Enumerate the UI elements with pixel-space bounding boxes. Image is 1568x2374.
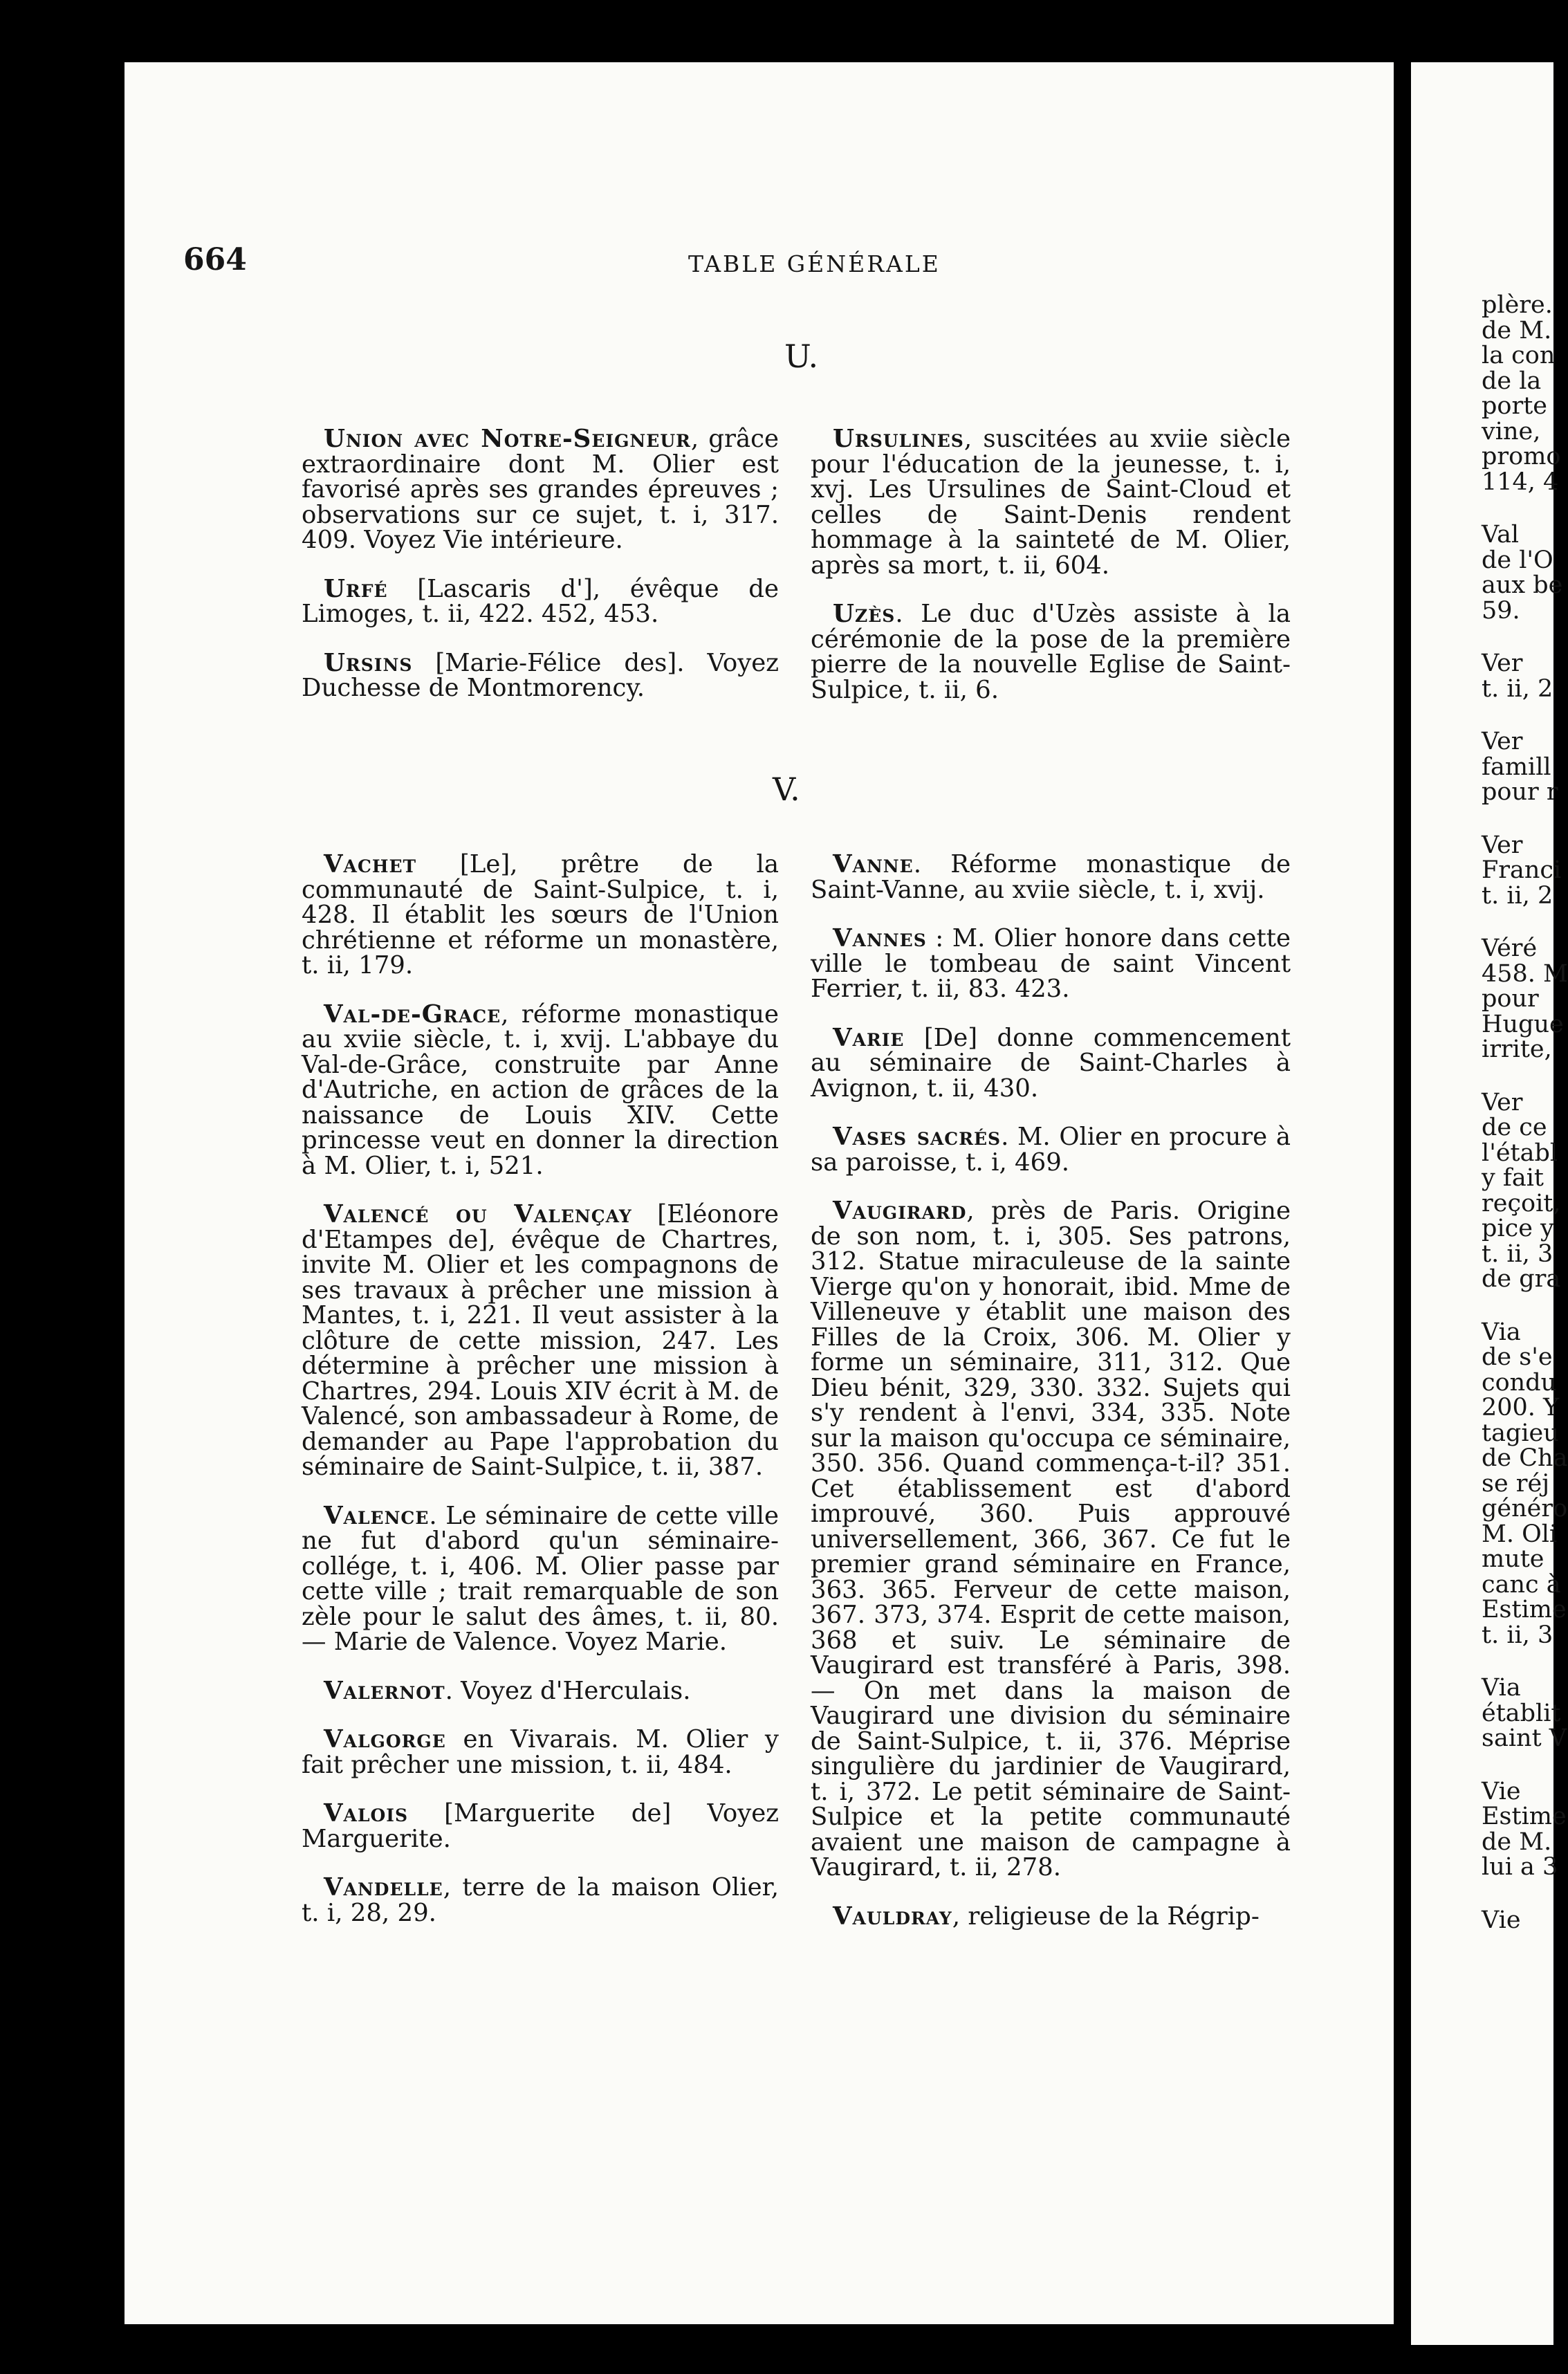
adjacent-page-line: de M. (1482, 1828, 1552, 1856)
adjacent-page-line (1482, 1062, 1553, 1090)
adjacent-page-line (1482, 805, 1553, 833)
adjacent-page-line: 59. (1482, 596, 1520, 625)
adjacent-page-line: se réj (1482, 1469, 1550, 1498)
adjacent-page-line: mute (1482, 1545, 1544, 1573)
section-v-left-column (302, 852, 779, 1949)
adjacent-page-line: Vie (1482, 1777, 1521, 1805)
adjacent-page-line: famill (1482, 753, 1551, 781)
entry-text: en Vivarais. M. Olier y fait prêcher une mission, t. ii, 484. (302, 1725, 779, 1779)
section-letter-v: V. (773, 771, 800, 808)
entry-text: [Marguerite de] Voyez Marguerite. (302, 1799, 779, 1853)
adjacent-page-line: pice y (1482, 1215, 1554, 1242)
index-entry (302, 1202, 779, 1480)
adjacent-page-line: aux be (1482, 571, 1563, 599)
adjacent-page-line: Franci (1482, 856, 1562, 884)
adjacent-page-line (1482, 1648, 1553, 1675)
index-entry (302, 1501, 779, 1656)
entry-headword: Vauldray (833, 1902, 952, 1931)
entry-headword: Vaugirard (833, 1197, 967, 1225)
adjacent-page-line (1482, 1880, 1553, 1908)
adjacent-page-line: 200. Y (1482, 1394, 1560, 1421)
index-entry (302, 1727, 779, 1778)
entry-headword: Vases sacrés (833, 1123, 1002, 1151)
adjacent-page-line (1482, 1751, 1553, 1779)
entry-text: . Le duc d'Uzès assiste à la cérémonie de la pose de la première pierre de la nouvelle Eglise de Saint-Sulpice, t. ii, 6. (811, 600, 1291, 704)
entry-headword: Valois (324, 1799, 409, 1828)
adjacent-page-line: Ver (1482, 728, 1523, 755)
adjacent-page-line: établit (1482, 1699, 1561, 1727)
entry-text: . Réforme monastique de Saint-Vanne, au xviie siècle, t. i, xvij. (811, 850, 1291, 904)
entry-headword: Uzès (833, 600, 896, 628)
adjacent-page-line: plère. (1482, 291, 1553, 319)
adjacent-page-line: Ver (1482, 1088, 1523, 1116)
adjacent-page-line: de l'O (1482, 546, 1553, 574)
entry-text: . Le séminaire de cette ville ne fut d'abord qu'un séminaire-collége, t. i, 406. M. Olier passe par cette ville ; trait remarquable de son zèle pour le salut des âmes, t. ii, 80. — Marie de Valence. Voyez Marie. (302, 1501, 779, 1656)
adjacent-page-line (1482, 623, 1553, 651)
adjacent-page-line: l'établ (1482, 1139, 1558, 1167)
entry-text: , terre de la maison Olier, t. i, 28, 29. (302, 1873, 779, 1927)
adjacent-page-line: de Cha (1482, 1444, 1568, 1472)
adjacent-page-line: Vie (1482, 1906, 1521, 1934)
section-u-right-column (811, 427, 1291, 726)
index-entry (302, 852, 779, 979)
adjacent-page-line (1482, 495, 1553, 522)
page-number: 664 (183, 242, 247, 277)
entry-headword: Varie (833, 1023, 905, 1052)
adjacent-page-line: t. ii, 3 (1482, 1240, 1553, 1268)
entry-headword: Valernot (324, 1676, 445, 1705)
entry-headword: Val-de-Grace (324, 1000, 501, 1029)
index-entry (302, 1875, 779, 1926)
entry-headword: Ursulines (833, 425, 964, 453)
adjacent-page-line: t. ii, 3 (1482, 1621, 1553, 1649)
entry-text: : M. Olier honore dans cette ville le tombeau de saint Vincent Ferrier, t. ii, 83. 423. (811, 924, 1291, 1003)
adjacent-page-line (1482, 701, 1553, 729)
adjacent-page-line: irrite, (1482, 1036, 1552, 1063)
adjacent-page-line (1482, 908, 1553, 936)
index-entry (811, 1199, 1291, 1881)
entry-text: , réforme monastique au xviie siècle, t. i, xvij. L'abbaye du Val-de-Grâce, construite par Anne d'Autriche, en action de grâces de la naissance de Louis XIV. Cette princesse veut en donner la direction à M. Olier, t. i, 521. (302, 1000, 779, 1180)
adjacent-page-line: tagieu (1482, 1419, 1559, 1447)
adjacent-page-line: reçoit, (1482, 1189, 1561, 1217)
adjacent-page-line (1482, 1292, 1553, 1320)
adjacent-page-line: de gra (1482, 1265, 1561, 1293)
adjacent-page-line: saint V (1482, 1724, 1567, 1752)
index-entry (811, 1125, 1291, 1175)
entry-headword: Vandelle (324, 1873, 443, 1902)
adjacent-page-text-fragment (1482, 291, 1568, 1934)
entry-text: , grâce extraordinaire dont M. Olier est favorisé après ses grandes épreuves ; observations sur ce sujet, t. i, 317. 409. Voyez Vie intérieure. (302, 425, 779, 554)
entry-text: [Marie-Félice des]. Voyez Duchesse de Montmorency. (302, 648, 779, 702)
index-entry (811, 602, 1291, 703)
adjacent-page-line: pour r (1482, 778, 1558, 806)
adjacent-page-line: condu (1482, 1368, 1557, 1397)
section-letter-u: U. (784, 338, 819, 375)
entry-headword: Vanne (833, 850, 914, 878)
adjacent-page-line: pour (1482, 985, 1539, 1013)
entry-text: [Le], prêtre de la communauté de Saint-Sulpice, t. i, 428. Il établit les sœurs de l'Union chrétienne et réforme un monastère, t. ii, 179. (302, 850, 779, 979)
adjacent-page-line: 458. M (1482, 959, 1568, 988)
entry-text: [Lascaris d'], évêque de Limoges, t. ii, 422. 452, 453. (302, 574, 779, 628)
adjacent-page-line: Hugue (1482, 1010, 1564, 1038)
adjacent-page-line: porte (1482, 392, 1547, 420)
adjacent-page-line: la con (1482, 342, 1556, 369)
index-entry (302, 574, 779, 628)
adjacent-page-line: généro (1482, 1495, 1568, 1522)
entry-headword: Valgorge (324, 1725, 446, 1754)
index-entry (811, 926, 1291, 1002)
section-v-right-column (811, 852, 1291, 1953)
index-entry (811, 1904, 1291, 1930)
adjacent-page-line: 114, 4 (1482, 468, 1559, 496)
adjacent-page-line: de s'e (1482, 1343, 1553, 1371)
adjacent-page-line: vine, (1482, 417, 1541, 445)
index-entry (302, 427, 779, 553)
adjacent-page-line: Via (1482, 1674, 1521, 1702)
adjacent-page-line: t. ii, 2 (1482, 674, 1553, 703)
entry-text: . Voyez d'Herculais. (445, 1676, 691, 1705)
adjacent-page-line: Val (1482, 521, 1520, 549)
adjacent-page-line: de ce (1482, 1114, 1547, 1141)
adjacent-page-line: Véré (1482, 935, 1538, 962)
index-entry (302, 1002, 779, 1179)
entry-text: , suscitées au xviie siècle pour l'éducation de la jeunesse, t. i, xvj. Les Ursulines de Saint-Cloud et celles de Saint-Denis rendent hommage à la sainteté de M. Olier, après sa mort, t. ii, 604. (811, 425, 1291, 580)
index-entry (811, 852, 1291, 903)
adjacent-page-line: promo (1482, 443, 1561, 470)
index-entry (302, 1801, 779, 1852)
adjacent-page-line: Estime (1482, 1803, 1567, 1830)
entry-text: , près de Paris. Origine de son nom, t. i, 305. Ses patrons, 312. Statue miraculeuse de la sainte Vierge qu'on y honorait, ibid. Mme de Villeneuve y établit une maison des Filles de la Croix, 306. M. Olier y forme un séminaire, 311, 312. Que Dieu bénit, 329, 330. 332. Sujets qui s'y rendent à l'envi, 334, 335. Note sur la maison qu'occupa ce séminaire, 350. 356. Quand commença-t-il? 351. Cet établissement est d'abord improuvé, 360. Puis approuvé universellement, 366, 367. Ce fut le premier grand séminaire en France, 363. 365. Ferveur de cette maison, 367. 373, 374. Esprit de cette maison, 368 et suiv. Le séminaire de Vaugirard est transféré à Paris, 398. — On met dans la maison de Vaugirard une division du séminaire de Saint-Sulpice, t. ii, 376. Méprise singulière du jardinier de Vaugirard, t. i, 372. Le petit séminaire de Saint-Sulpice et la petite communauté avaient une maison de campagne à Vaugirard, t. ii, 278. (811, 1197, 1291, 1881)
entry-headword: Valencé ou Valençay (324, 1200, 632, 1229)
adjacent-page-line: de la (1482, 367, 1542, 395)
running-title: TABLE GÉNÉRALE (688, 250, 941, 277)
adjacent-page-line: Via (1482, 1318, 1521, 1346)
adjacent-page-line: M. Oli (1482, 1520, 1558, 1548)
entry-text: [Eléonore d'Etampes de], évêque de Chartres, invite M. Olier et les compagnons de ses travaux à prêcher une mission à Mantes, t. i, 221. Il veut assister à la clôture de cette mission, 247. Les détermine à prêcher une mission à Chartres, 294. Louis XIV écrit à M. de Valencé, son ambassadeur à Rome, de demander au Pape l'approbation du séminaire de Saint-Sulpice, t. ii, 387. (302, 1200, 780, 1481)
entry-headword: Ursins (324, 648, 413, 677)
adjacent-page-line: t. ii, 2 (1482, 881, 1553, 910)
entry-text: . M. Olier en procure à sa paroisse, t. i, 469. (811, 1123, 1291, 1177)
index-entry (811, 427, 1291, 578)
adjacent-page-line: Estime (1482, 1596, 1567, 1623)
index-entry (811, 1023, 1291, 1103)
adjacent-page-line: Ver (1482, 650, 1523, 677)
index-entry (302, 1676, 779, 1705)
adjacent-page-line: y fait (1482, 1164, 1544, 1192)
adjacent-page-line: Ver (1482, 831, 1523, 859)
entry-text: [De] donne commencement au séminaire de Saint-Charles à Avignon, t. ii, 430. (811, 1023, 1291, 1103)
entry-text: , religieuse de la Régrip- (952, 1902, 1260, 1931)
entry-headword: Vachet (324, 850, 417, 878)
adjacent-page-line: lui a 3 (1482, 1853, 1558, 1881)
entry-headword: Vannes (833, 924, 927, 953)
section-u-left-column (302, 427, 779, 725)
entry-headword: Urfé (324, 574, 388, 603)
index-entry (302, 648, 779, 702)
adjacent-page-line: canc à (1482, 1570, 1561, 1599)
adjacent-page-line: de M. (1482, 316, 1552, 344)
entry-headword: Valence (324, 1501, 430, 1530)
entry-headword: Union avec Notre-Seigneur (324, 425, 691, 453)
